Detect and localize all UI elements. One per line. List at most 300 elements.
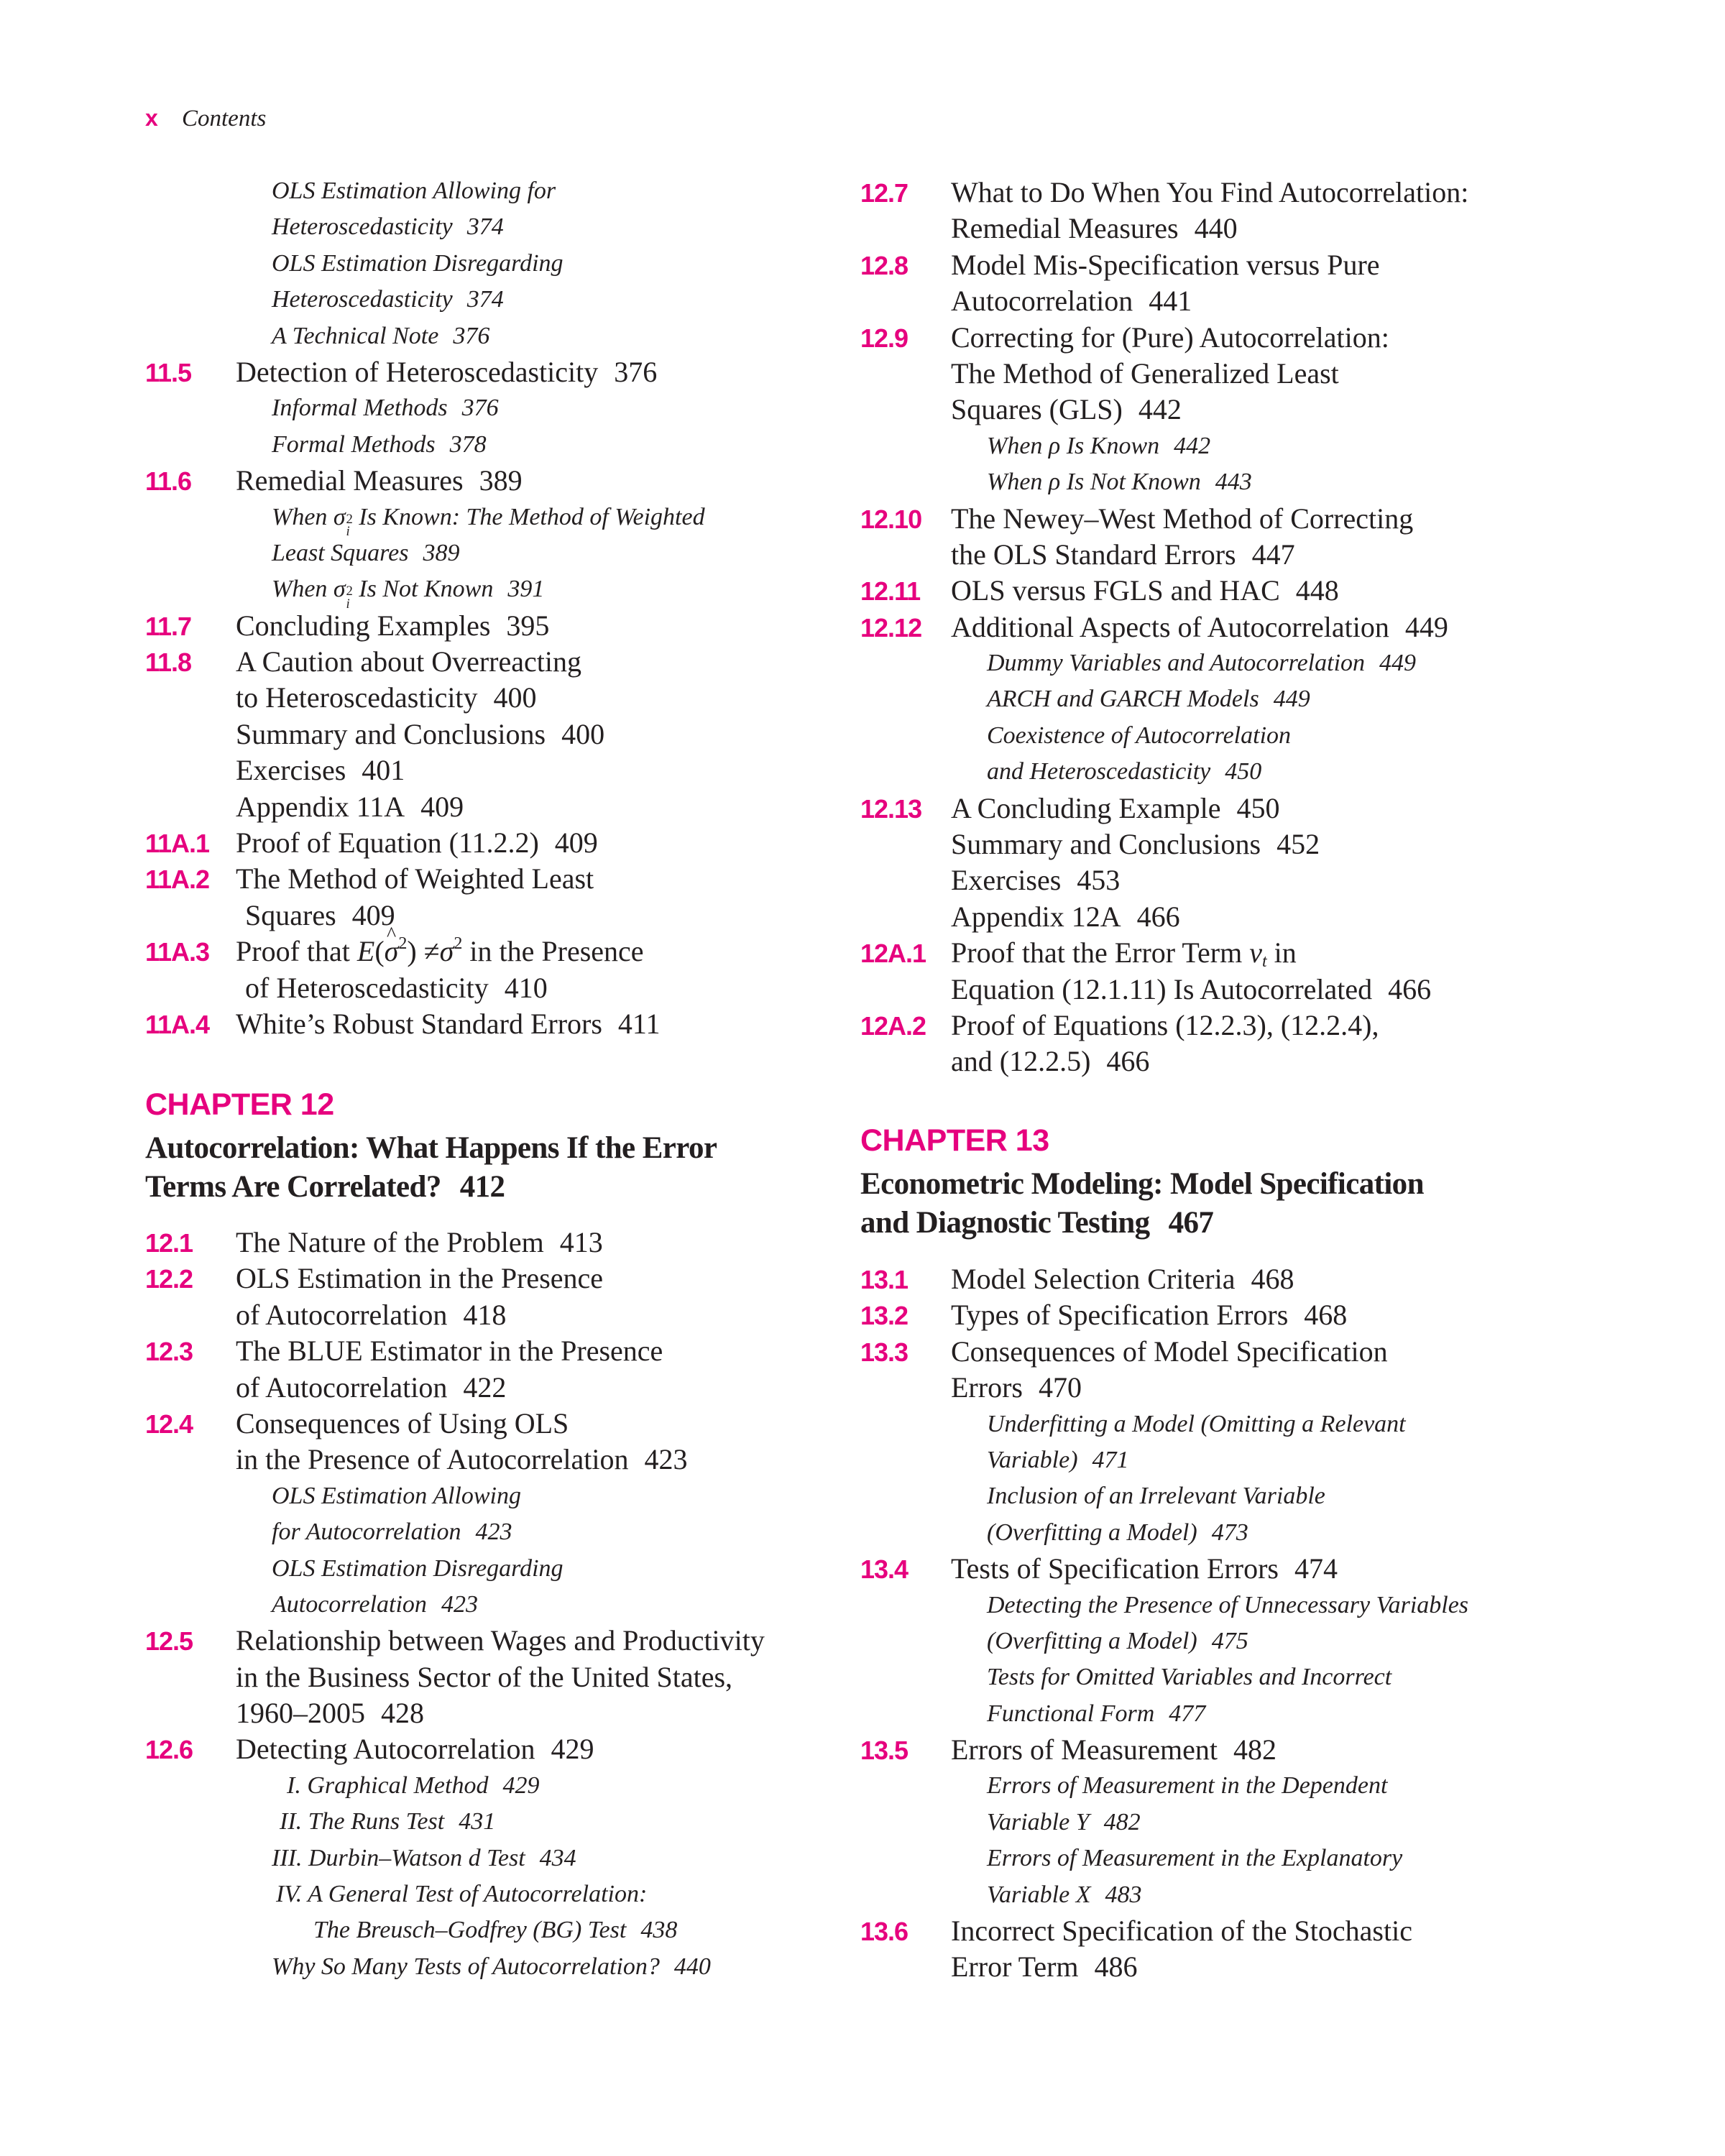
toc-subentry[interactable] (860, 1841, 1550, 1876)
entry-title (236, 717, 604, 752)
toc-subentry[interactable] (860, 681, 1550, 717)
entry-title (951, 1732, 1276, 1768)
toc-entry[interactable] (860, 356, 1550, 392)
entry-title (987, 464, 1252, 500)
toc-subentry[interactable] (145, 1876, 835, 1912)
toc-entry[interactable] (145, 717, 835, 752)
entry-title (236, 861, 594, 897)
page-number[interactable]: 395 (506, 609, 550, 642)
page-number[interactable]: 418 (463, 1298, 507, 1331)
entry-text: When (272, 576, 334, 603)
entry-title (987, 428, 1210, 464)
entry-text: Error Term (951, 1950, 1079, 1984)
toc-entry[interactable] (145, 644, 835, 680)
entry-text: III. Durbin–Watson d Test (272, 1844, 525, 1871)
entry-text: Detecting the Presence of Unnecessary Variables (987, 1591, 1469, 1618)
toc-subentry[interactable] (860, 1805, 1550, 1841)
section-number: 12.12 (860, 612, 922, 642)
toc-entry[interactable] (145, 1442, 835, 1478)
entry-title (236, 463, 523, 499)
superscript: 2 (346, 584, 353, 599)
page-number[interactable]: 441 (1149, 285, 1192, 318)
entry-text: Errors of Measurement in the Dependent (987, 1772, 1388, 1800)
entry-title (951, 826, 1320, 862)
toc-entry[interactable] (860, 1044, 1550, 1079)
entry-text: 1960–2005 (236, 1697, 365, 1730)
toc-entry[interactable] (860, 320, 1550, 356)
toc-entry[interactable] (860, 1261, 1550, 1297)
entry-title (236, 680, 537, 716)
toc-entry[interactable] (860, 862, 1550, 898)
page-number[interactable]: 477 (1169, 1700, 1206, 1727)
entry-text: White’s Robust Standard Errors (236, 1007, 602, 1040)
entry-text: Appendix 12A (951, 900, 1121, 933)
entry-text: Proof of Equation (11.2.2) (236, 826, 539, 860)
toc-subentry[interactable] (860, 645, 1550, 681)
section-number: 12.9 (860, 323, 908, 353)
section-number: 12A.1 (860, 939, 926, 969)
page-number[interactable]: 450 (1225, 758, 1262, 786)
entry-text: IV. A General Test of Autocorrelation: (276, 1881, 648, 1908)
entry-text: The BLUE Estimator in the Presence (236, 1335, 663, 1368)
page-number[interactable]: 411 (617, 1007, 661, 1040)
entry-text: OLS versus FGLS and HAC (951, 574, 1280, 607)
entry-text: When (272, 503, 334, 530)
toc-subentry[interactable] (145, 1514, 835, 1550)
page-number[interactable]: 413 (559, 1226, 603, 1258)
entry-text: Errors of Measurement (951, 1733, 1218, 1766)
entry-title (987, 1805, 1141, 1841)
entry-text: Functional Form (987, 1700, 1155, 1727)
toc-entry[interactable] (145, 1731, 835, 1767)
chapter-title-line: Autocorrelation: What Happens If the Error (145, 1131, 717, 1165)
toc-entry[interactable] (860, 1334, 1550, 1370)
toc-subentry[interactable] (145, 282, 835, 318)
entry-text: The Method of Generalized Least (951, 356, 1339, 390)
entry-text: in the Presence (462, 935, 644, 968)
page-number[interactable]: 422 (463, 1370, 507, 1404)
chapter-13-title[interactable] (860, 1165, 1424, 1243)
entry-text: Remedial Measures (236, 464, 464, 497)
entry-text: Consequences of Model Specification (951, 1335, 1388, 1368)
entry-text: for Autocorrelation (272, 1519, 461, 1546)
entry-title (245, 970, 548, 1006)
page-number[interactable]: 401 (362, 754, 405, 787)
page-number[interactable]: 448 (1295, 574, 1339, 607)
entry-title (951, 609, 1448, 645)
page-number[interactable]: 449 (1379, 650, 1417, 677)
toc-entry[interactable] (145, 1297, 835, 1333)
toc-subentry[interactable] (145, 499, 835, 540)
entry-text: Additional Aspects of Autocorrelation (951, 610, 1389, 643)
page-number[interactable]: 376 (614, 355, 658, 388)
entry-text: Proof of Equations (12.2.3), (12.2.4), (951, 1008, 1379, 1041)
toc-subentry[interactable] (860, 718, 1550, 754)
entry-text: When ρ Is Not Known (987, 469, 1201, 496)
page-number[interactable]: 374 (466, 286, 504, 313)
toc-subentry[interactable] (860, 1623, 1550, 1659)
toc-entry[interactable] (860, 791, 1550, 826)
page-number[interactable]: 482 (1103, 1808, 1141, 1835)
entry-text: Variable) (987, 1446, 1078, 1473)
entry-text: the OLS Standard Errors (951, 538, 1236, 571)
toc-subentry[interactable] (145, 246, 835, 282)
entry-title (272, 1478, 521, 1514)
entry-text: The Breusch–Godfrey (BG) Test (313, 1917, 627, 1944)
entry-text: and (12.2.5) (951, 1045, 1091, 1078)
entry-title (272, 282, 504, 318)
entry-text: Summary and Conclusions (951, 828, 1261, 861)
entry-title (987, 1659, 1392, 1695)
entry-title (236, 1333, 663, 1369)
toc-subentry[interactable] (145, 1478, 835, 1514)
page-number[interactable]: 423 (644, 1443, 688, 1476)
running-header (145, 101, 266, 135)
entry-title (951, 247, 1380, 283)
toc-subentry[interactable] (145, 1551, 835, 1587)
toc-subentry[interactable] (145, 571, 835, 612)
entry-text: Model Mis-Specification versus Pure (951, 248, 1380, 281)
toc-entry[interactable] (860, 972, 1550, 1008)
entry-title (236, 752, 405, 788)
toc-entry[interactable] (145, 825, 835, 861)
toc-entry[interactable] (860, 1913, 1550, 1949)
page-number[interactable]: 431 (459, 1808, 496, 1835)
page-number[interactable]: 409 (351, 898, 395, 931)
toc-subentry[interactable] (145, 1804, 835, 1840)
entry-text: Is Known: The Method of Weighted (352, 503, 705, 530)
toc-subentry[interactable] (860, 1442, 1550, 1478)
entry-text: II. The Runs Test (280, 1808, 445, 1835)
entry-text: OLS Estimation Allowing (272, 1482, 521, 1509)
entry-text: Exercises (951, 864, 1062, 897)
page-number[interactable]: 400 (561, 717, 605, 750)
entry-title (236, 1261, 603, 1296)
entry-text: ARCH and GARCH Models (987, 686, 1259, 713)
toc-entry[interactable] (145, 1006, 835, 1042)
entry-title (272, 1587, 478, 1623)
entry-title (236, 1731, 594, 1767)
page-number[interactable]: 428 (381, 1697, 424, 1730)
page-number[interactable]: 468 (1304, 1299, 1348, 1332)
entry-title (951, 1044, 1149, 1079)
entry-text: A Caution about Overreacting (236, 645, 581, 678)
page-number[interactable]: 473 (1211, 1519, 1248, 1546)
toc-entry[interactable] (860, 501, 1550, 537)
entry-title (987, 1588, 1468, 1623)
section-number: 12.6 (145, 1735, 193, 1765)
toc-subentry[interactable] (145, 1768, 835, 1804)
toc-subentry[interactable] (145, 1949, 835, 1985)
page-number[interactable]: 410 (504, 971, 548, 1004)
left-column-block-chapter-12 (145, 1225, 835, 1985)
toc-entry[interactable] (860, 1008, 1550, 1044)
page-number[interactable]: 429 (551, 1733, 594, 1766)
toc-subentry[interactable] (860, 464, 1550, 500)
toc-subentry[interactable] (860, 1696, 1550, 1732)
toc-entry[interactable] (860, 1949, 1550, 1985)
entry-title (951, 1334, 1388, 1370)
entry-title (236, 1370, 506, 1406)
entry-text: of Autocorrelation (236, 1370, 448, 1404)
entry-title (272, 246, 564, 282)
chapter-page-number: 412 (459, 1170, 505, 1204)
page-number[interactable]: 468 (1251, 1263, 1294, 1295)
page-number[interactable]: 389 (423, 539, 460, 566)
toc-entry[interactable] (145, 1695, 835, 1731)
page-number[interactable]: 423 (441, 1590, 478, 1618)
entry-title (236, 1623, 765, 1659)
entry-title (987, 718, 1291, 754)
section-number: 12A.2 (860, 1010, 926, 1041)
section-number: 11.8 (145, 648, 192, 678)
entry-text: What to Do When You Find Autocorrelation: (951, 176, 1469, 208)
toc-subentry[interactable] (145, 427, 835, 463)
v-symbol: v (1249, 936, 1262, 969)
entry-text: The Method of Weighted Least (236, 862, 594, 895)
page-number[interactable]: 440 (1194, 212, 1238, 245)
script-stack (346, 513, 352, 539)
toc-entry[interactable] (145, 898, 835, 934)
entry-title (236, 1659, 732, 1695)
toc-entry[interactable] (145, 752, 835, 788)
page-number[interactable]: 466 (1136, 900, 1180, 933)
toc-entry[interactable] (860, 175, 1550, 211)
page-number[interactable]: 434 (539, 1844, 576, 1871)
toc-subentry[interactable] (145, 173, 835, 209)
entry-title (951, 537, 1295, 573)
entry-title (236, 644, 581, 680)
toc-subentry[interactable] (860, 1515, 1550, 1551)
entry-title (951, 573, 1339, 609)
chapter-12-title[interactable] (145, 1129, 717, 1207)
toc-entry[interactable] (860, 211, 1550, 247)
chapter-13-label[interactable]: CHAPTER 13 (860, 1123, 1049, 1158)
toc-entry[interactable] (145, 1623, 835, 1659)
toc-entry[interactable] (860, 283, 1550, 319)
toc-entry[interactable] (145, 1370, 835, 1406)
entry-title (272, 1841, 576, 1876)
entry-text: Relationship between Wages and Productivity (236, 1624, 765, 1657)
toc-entry[interactable] (145, 1261, 835, 1296)
entry-title (236, 608, 549, 644)
toc-entry[interactable] (145, 680, 835, 716)
toc-subentry[interactable] (860, 1768, 1550, 1804)
chapter-title-text: Terms Are Correlated? (145, 1170, 441, 1204)
page-number[interactable]: 376 (453, 322, 490, 349)
toc-subentry[interactable] (860, 1406, 1550, 1442)
toc-entry[interactable] (860, 935, 1550, 971)
toc-entry[interactable] (145, 463, 835, 499)
page-number[interactable]: 442 (1138, 393, 1182, 426)
left-column-block-chapter-11 (145, 173, 835, 1042)
page-number[interactable]: 447 (1251, 538, 1295, 571)
toc-entry[interactable] (860, 899, 1550, 935)
entry-text: Types of Specification Errors (951, 1299, 1289, 1332)
entry-text: Detecting Autocorrelation (236, 1733, 535, 1766)
entry-text: Least Squares (272, 539, 409, 566)
entry-title (272, 1949, 711, 1985)
toc-entry[interactable] (145, 1333, 835, 1369)
page-number[interactable]: 391 (507, 576, 545, 603)
entry-text: I. Graphical Method (287, 1772, 489, 1799)
page-number[interactable]: 474 (1294, 1552, 1338, 1585)
entry-title (236, 1442, 687, 1478)
toc-entry[interactable] (145, 934, 835, 969)
entry-text: (Overfitting a Model) (987, 1627, 1197, 1654)
entry-text: Concluding Examples (236, 609, 491, 642)
page-number[interactable]: 400 (493, 681, 537, 714)
page-number[interactable]: 440 (673, 1953, 711, 1980)
entry-text: OLS Estimation Disregarding (272, 249, 564, 277)
section-number: 11A.1 (145, 829, 210, 859)
toc-entry[interactable] (860, 1732, 1550, 1768)
toc-entry[interactable] (860, 609, 1550, 645)
section-number: 13.5 (860, 1736, 908, 1766)
toc-subentry[interactable] (860, 428, 1550, 464)
entry-text: Heteroscedasticity (272, 286, 453, 313)
toc-entry[interactable] (860, 247, 1550, 283)
entry-title (236, 1006, 660, 1042)
entry-text: Coexistence of Autocorrelation (987, 722, 1292, 749)
entry-title (951, 972, 1431, 1008)
entry-title (951, 392, 1182, 428)
toc-subentry[interactable] (145, 1587, 835, 1623)
toc-subentry[interactable] (145, 1912, 835, 1948)
page-number[interactable]: 409 (420, 790, 464, 823)
entry-title (951, 1913, 1412, 1949)
entry-title (987, 681, 1310, 717)
superscript: 2 (454, 934, 463, 954)
page-number[interactable]: 475 (1211, 1627, 1248, 1654)
page-number[interactable]: 450 (1236, 791, 1280, 824)
page-number[interactable]: 449 (1273, 686, 1310, 713)
section-number: 12.1 (145, 1228, 193, 1258)
entry-title (236, 1406, 569, 1442)
entry-title (236, 934, 644, 969)
toc-subentry[interactable] (145, 390, 835, 426)
subscript: i (346, 524, 350, 540)
entry-title (236, 1695, 424, 1731)
toc-subentry[interactable] (145, 209, 835, 245)
toc-entry[interactable] (860, 826, 1550, 862)
section-number: 11A.3 (145, 937, 210, 967)
page-number[interactable]: 471 (1092, 1446, 1129, 1473)
page-number[interactable]: 483 (1105, 1881, 1142, 1908)
page-number[interactable]: 470 (1038, 1371, 1082, 1404)
page-number[interactable]: 466 (1388, 972, 1432, 1005)
page-number[interactable]: 452 (1276, 828, 1320, 861)
running-header-title: Contents (182, 106, 267, 132)
entry-text: in the Business Sector of the United States, (236, 1660, 733, 1693)
toc-entry[interactable] (145, 789, 835, 825)
page-number[interactable]: 453 (1077, 864, 1121, 897)
page-number[interactable]: 389 (479, 464, 523, 497)
entry-title (951, 211, 1238, 247)
page-number[interactable]: 376 (461, 395, 499, 422)
toc-entry[interactable] (145, 1225, 835, 1261)
entry-title (951, 1949, 1138, 1985)
entry-title (951, 862, 1120, 898)
page-number[interactable]: 443 (1215, 469, 1252, 496)
entry-text: The Nature of the Problem (236, 1226, 544, 1258)
toc-subentry[interactable] (860, 1877, 1550, 1913)
entry-text: Dummy Variables and Autocorrelation (987, 650, 1366, 677)
page-number[interactable]: 429 (502, 1772, 540, 1799)
page-number-roman: x (145, 105, 158, 131)
toc-entry[interactable] (145, 1406, 835, 1442)
entry-text: OLS Estimation in the Presence (236, 1262, 604, 1295)
entry-text: OLS Estimation Disregarding (272, 1554, 564, 1582)
toc-subentry[interactable] (860, 1478, 1550, 1514)
section-number: 12.3 (145, 1337, 193, 1367)
section-number: 11.5 (145, 357, 192, 387)
right-column-block-chapter-13 (860, 1261, 1550, 1986)
sigma-i-squared-symbol: σ 2 i (333, 576, 353, 612)
chapter-title-line (860, 1204, 1424, 1243)
page-number[interactable]: 442 (1174, 432, 1211, 459)
expectation-operator: E (356, 935, 375, 968)
section-number: 13.6 (860, 1917, 908, 1947)
toc-entry[interactable] (145, 1659, 835, 1695)
entry-text: Heteroscedasticity (272, 213, 453, 241)
section-number: 11A.4 (145, 1009, 210, 1039)
toc-entry[interactable] (860, 1370, 1550, 1406)
page-number[interactable]: 466 (1106, 1045, 1150, 1078)
superscript: 2 (346, 511, 353, 527)
entry-title (236, 354, 657, 390)
toc-subentry[interactable] (860, 754, 1550, 790)
page-number[interactable]: 449 (1404, 610, 1448, 643)
section-number: 11.6 (145, 466, 192, 497)
entry-title (236, 1225, 603, 1261)
entry-text: Detection of Heteroscedasticity (236, 355, 599, 388)
toc-entry[interactable] (860, 392, 1550, 428)
toc-entry[interactable] (145, 608, 835, 644)
entry-title (951, 1008, 1379, 1044)
toc-subentry[interactable] (860, 1659, 1550, 1695)
chapter-12-label[interactable]: CHAPTER 12 (145, 1087, 334, 1122)
toc-entry[interactable] (860, 537, 1550, 573)
entry-title (236, 1297, 506, 1333)
page-number[interactable]: 482 (1233, 1733, 1276, 1766)
toc-entry[interactable] (145, 861, 835, 897)
chapter-title-line: Econometric Modeling: Model Specification (860, 1167, 1424, 1201)
page-number[interactable]: 486 (1094, 1950, 1138, 1984)
toc-subentry[interactable] (145, 318, 835, 354)
page-number[interactable]: 374 (466, 213, 504, 241)
toc-entry[interactable] (860, 1551, 1550, 1587)
toc-entry[interactable] (860, 573, 1550, 609)
section-number: 12.2 (145, 1264, 193, 1294)
page-number[interactable]: 423 (475, 1519, 512, 1546)
toc-entry[interactable] (145, 970, 835, 1006)
entry-text: Underfitting a Model (Omitting a Relevant (987, 1410, 1406, 1437)
entry-text: Errors (951, 1371, 1023, 1404)
toc-subentry[interactable] (145, 1841, 835, 1876)
toc-entry[interactable] (860, 1297, 1550, 1333)
page-number[interactable]: 438 (640, 1917, 678, 1944)
page-number[interactable]: 409 (554, 826, 598, 860)
entry-title (272, 499, 705, 540)
entry-title (987, 754, 1261, 790)
toc-subentry[interactable] (860, 1588, 1550, 1623)
entry-title (987, 1442, 1129, 1478)
page-number[interactable]: 378 (449, 430, 487, 458)
toc-entry[interactable] (145, 354, 835, 390)
entry-title (951, 1551, 1338, 1587)
toc-subentry[interactable] (145, 535, 835, 571)
